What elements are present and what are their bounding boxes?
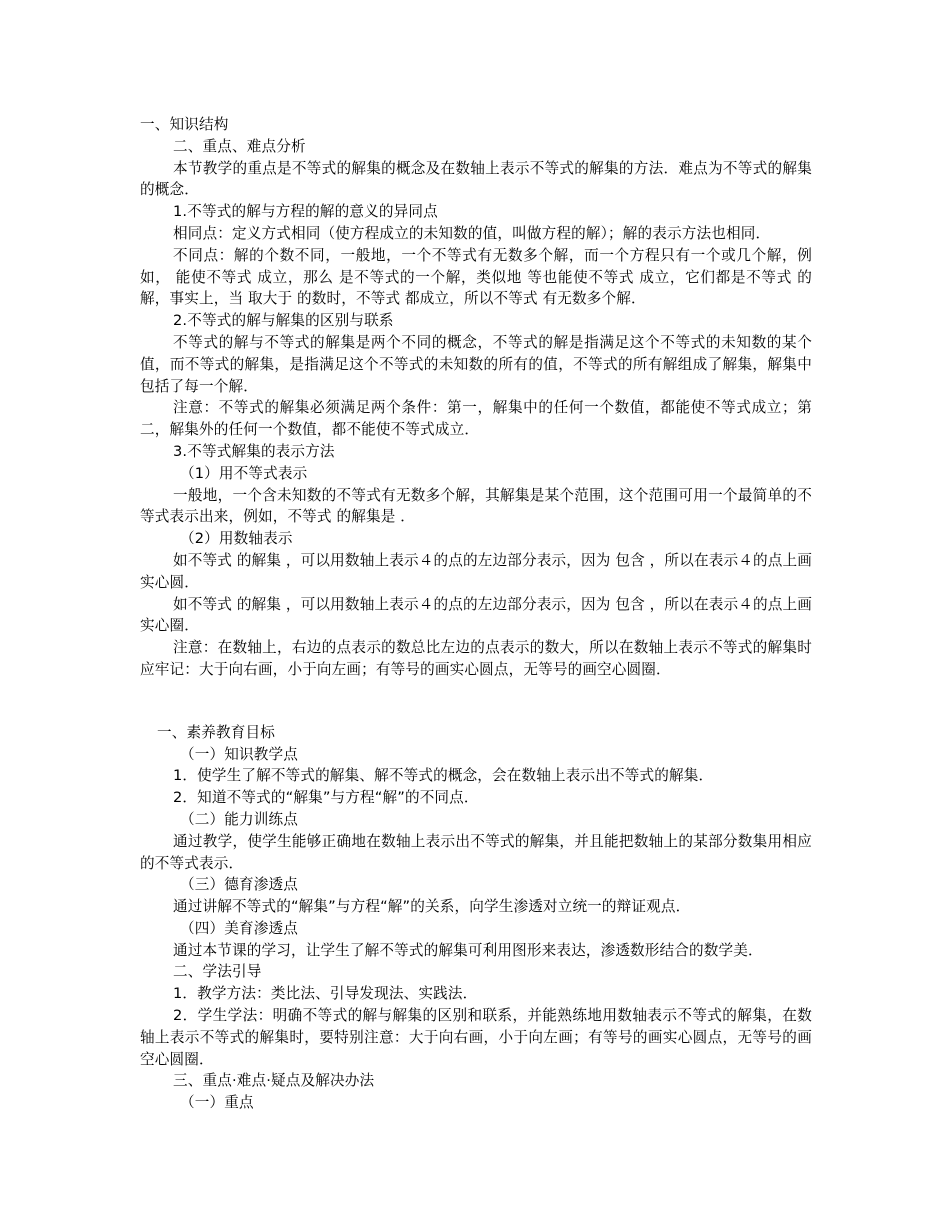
paragraph-note-number-line: 注意：在数轴上，右边的点表示的数总比左边的点表示的数大，所以在数轴上表示不等式的解集时应牢记：大于向右画，小于向左画；有等号的画实心圆点，无等号的画空心圆圈． <box>140 639 812 678</box>
heading-education-goals: 一、素养教育目标 <box>157 723 275 741</box>
heading-moral-points: （三）德育渗透点 <box>180 876 298 894</box>
paragraph-different-points: 不同点：解的个数不同，一般地，一个不等式有无数多个解，而一个方程只有一个或几个解，例如， 能使不等式 成立，那么 是不等式的一个解，类似地 等也能使不等式 成立，它们都是不等式 的解，事实上，当 取大于 的数时，不等式 都成立，所以不等式 有无数多个解． <box>140 246 812 308</box>
paragraph-learning-method: 2．学生学法：明确不等式的解与解集的区别和联系，并能熟练地用数轴表示不等式的解集，在数轴上表示不等式的解集时，要特别注意：大于向右画，小于向左画；有等号的画实心圆点，无等号的画空心圆圈． <box>140 1007 812 1068</box>
section-gap <box>140 681 812 722</box>
paragraph-beauty: 通过本节课的学习，让学生了解不等式的解集可利用图形来表达，渗透数形结合的数学美． <box>173 941 763 959</box>
heading-number-line-form: （2）用数轴表示 <box>180 530 293 548</box>
heading-key-difficult-points: 三、重点·难点·疑点及解决办法 <box>173 1072 375 1090</box>
paragraph-same-points: 相同点：定义方式相同（使方程成立的未知数的值，叫做方程的解）；解的表示方法也相同． <box>173 224 771 242</box>
heading-ability-points: （二）能力训练点 <box>180 810 298 828</box>
paragraph-ability: 通过教学，使学生能够正确地在数轴上表示出不等式的解集，并且能把数轴上的某部分数集用相应的不等式表示． <box>140 832 812 872</box>
paragraph-moral: 通过讲解不等式的“解集”与方程“解”的关系，向学生渗透对立统一的辩证观点． <box>173 898 691 916</box>
heading-representation: 3.不等式解集的表示方法 <box>173 442 335 460</box>
heading-relation: 2.不等式的解与解集的区别与联系 <box>173 312 394 330</box>
paragraph-number-line-1: 如不等式 的解集 ，可以用数轴上表示４的点的左边部分表示，因为 包含 ，所以在表示４的点上画实心圆． <box>140 551 812 591</box>
document-body <box>140 114 812 1114</box>
heading-beauty-points: （四）美育渗透点 <box>180 919 298 937</box>
paragraph-number-line-2: 如不等式 的解集 ，可以用数轴上表示４的点的左边部分表示，因为 包含 ，所以在表示４的点上画实心圈． <box>140 595 812 635</box>
paragraph-focus: 本节教学的重点是不等式的解集的概念及在数轴上表示不等式的解集的方法．难点为不等式的解集的概念． <box>140 159 812 199</box>
paragraph-teaching-method: 1．教学方法：类比法、引导发现法、实践法． <box>173 985 478 1003</box>
heading-similarities: 1.不等式的解与方程的解的意义的异同点 <box>173 203 438 221</box>
heading-focus-analysis: 二、重点、难点分析 <box>173 137 306 155</box>
paragraph-knowledge-2: 2．知道不等式的“解集”与方程“解”的不同点． <box>173 789 479 807</box>
heading-inequality-form: （1）用不等式表示 <box>180 464 308 482</box>
paragraph-inequality-form: 一般地，一个含未知数的不等式有无数多个解，其解集是某个范围，这个范围可用一个最简单的不等式表示出来，例如，不等式 的解集是 ． <box>140 486 812 526</box>
paragraph-knowledge-1: 1．使学生了解不等式的解集、解不等式的概念，会在数轴上表示出不等式的解集． <box>173 767 714 785</box>
heading-study-guidance: 二、学法引导 <box>173 963 262 981</box>
heading-knowledge-structure: 一、知识结构 <box>140 116 229 133</box>
heading-key-point: （一）重点 <box>180 1094 254 1112</box>
paragraph-relation: 不等式的解与不等式的解集是两个不同的概念，不等式的解是指满足这个不等式的未知数的某个值，而不等式的解集，是指满足这个不等式的未知数的所有的值，不等式的所有解组成了解集，解集中包括了每一个解． <box>140 333 812 395</box>
paragraph-note-conditions: 注意：不等式的解集必须满足两个条件：第一，解集中的任何一个数值，都能使不等式成立；第二，解集外的任何一个数值，都不能使不等式成立． <box>140 399 812 439</box>
heading-knowledge-points: （一）知识教学点 <box>180 745 298 763</box>
